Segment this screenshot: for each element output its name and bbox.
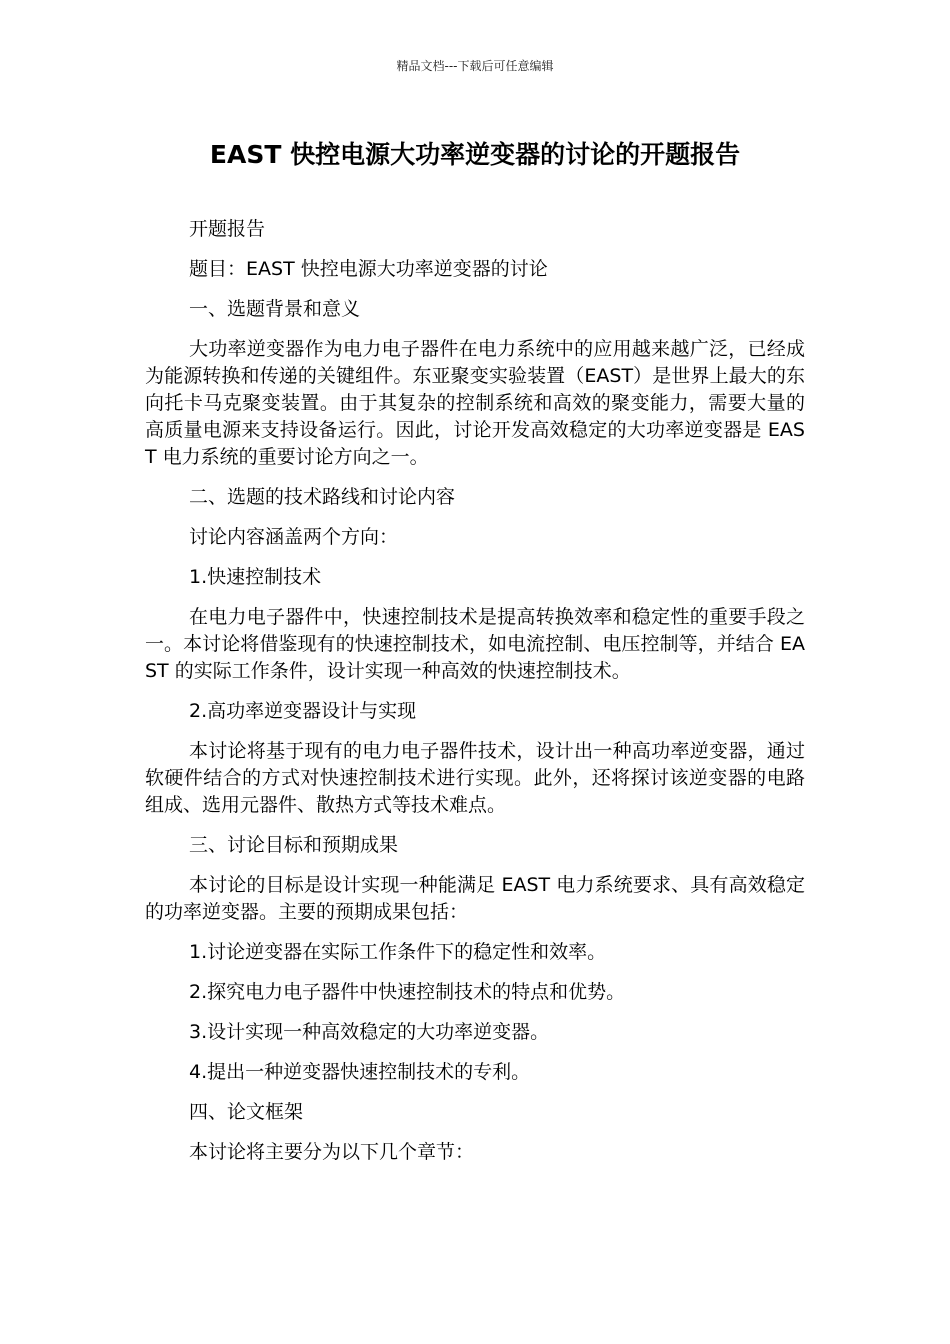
page-header: 精品文档---下载后可任意编辑 (396, 59, 554, 73)
paragraph-topic: 题目：EAST 快控电源大功率逆变器的讨论 (189, 258, 548, 280)
section-heading-framework: 四、论文框架 (189, 1101, 304, 1123)
paragraph-fast-control: 在电力电子器件中，快速控制技术是提高转换效率和稳定性的重要手段之一。本讨论将借鉴现有的快速控制技术，如电流控制、电压控制等，并结合 EAST 的实际工作条件，设计实现一种高效的快速控制技术。 (145, 606, 805, 682)
subheading-fast-control: 1.快速控制技术 (189, 566, 322, 588)
paragraph-content-intro: 讨论内容涵盖两个方向： (189, 526, 399, 548)
list-item-outcome-3: 3.设计实现一种高效稳定的大功率逆变器。 (189, 1021, 550, 1043)
paragraph-framework-intro: 本讨论将主要分为以下几个章节： (189, 1141, 475, 1163)
paragraph-goals: 本讨论的目标是设计实现一种能满足 EAST 电力系统要求、具有高效稳定的功率逆变器。主要的预期成果包括： (145, 874, 805, 923)
section-heading-background: 一、选题背景和意义 (189, 298, 361, 320)
document-title: EAST 快控电源大功率逆变器的讨论的开题报告 (209, 140, 741, 169)
paragraph-inverter-design: 本讨论将基于现有的电力电子器件技术，设计出一种高功率逆变器，通过软硬件结合的方式对快速控制技术进行实现。此外，还将探讨该逆变器的电路组成、选用元器件、散热方式等技术难点。 (145, 740, 805, 816)
list-item-outcome-2: 2.探究电力电子器件中快速控制技术的特点和优势。 (189, 981, 626, 1003)
paragraph-background: 大功率逆变器作为电力电子器件在电力系统中的应用越来越广泛，已经成为能源转换和传递的关键组件。东亚聚变实验装置（EAST）是世界上最大的东向托卡马克聚变装置。由于其复杂的控制系统和高效的聚变能力，需要大量的高质量电源来支持设备运行。因此，讨论开发高效稳定的大功率逆变器是 EAST 电力系统的重要讨论方向之一。 (145, 338, 805, 468)
section-heading-goals: 三、讨论目标和预期成果 (189, 834, 399, 856)
document-body (145, 216, 805, 1179)
subheading-inverter-design: 2.高功率逆变器设计与实现 (189, 700, 417, 722)
paragraph-report-label: 开题报告 (189, 218, 266, 240)
list-item-outcome-1: 1.讨论逆变器在实际工作条件下的稳定性和效率。 (189, 941, 607, 963)
list-item-outcome-4: 4.提出一种逆变器快速控制技术的专利。 (189, 1061, 531, 1083)
section-heading-technical-route: 二、选题的技术路线和讨论内容 (189, 486, 456, 508)
